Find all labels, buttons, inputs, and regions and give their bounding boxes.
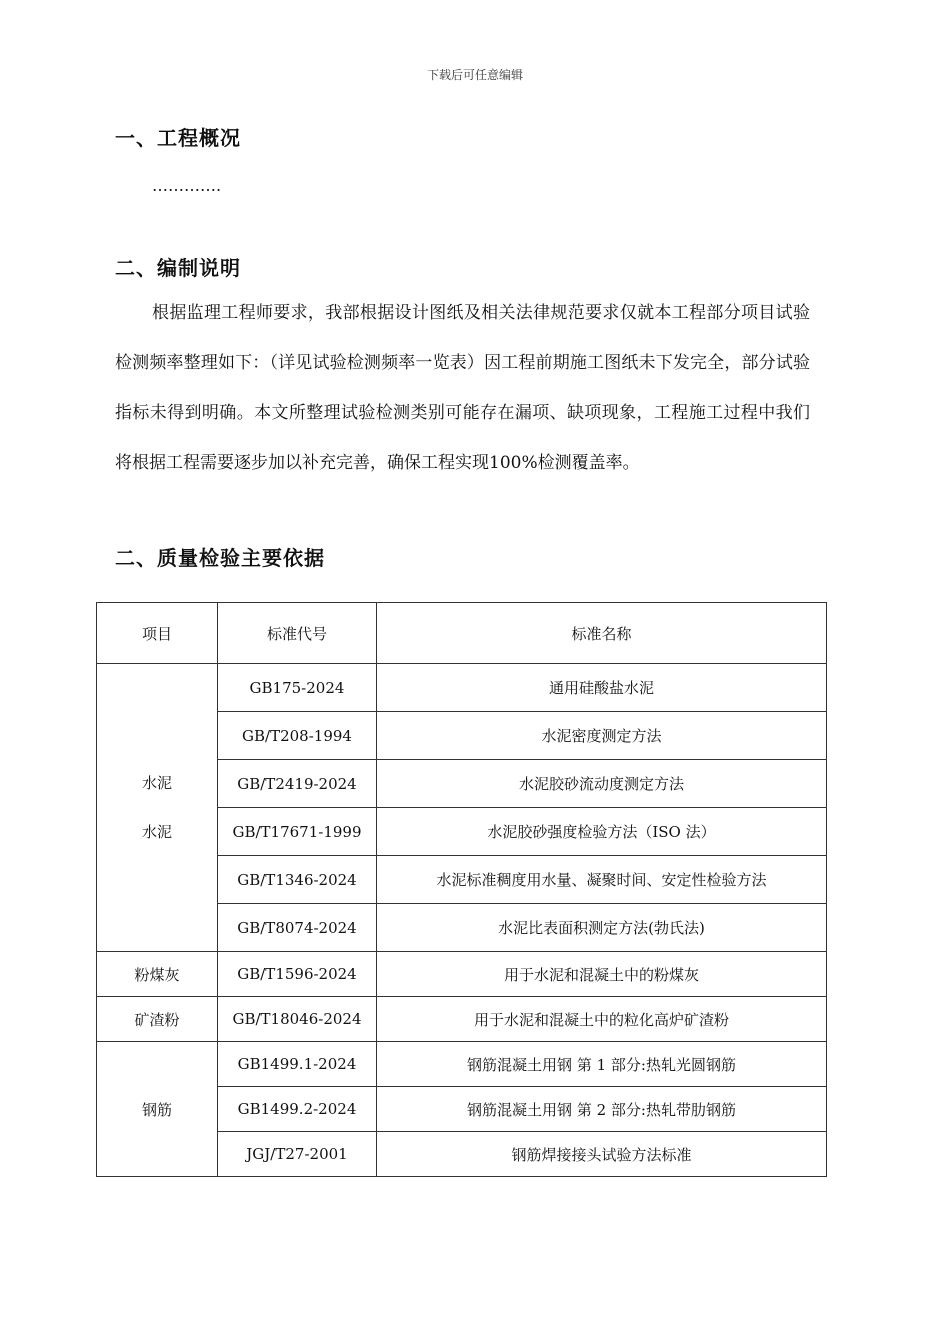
standards-table <box>96 602 827 1177</box>
flyash-label: 粉煤灰 <box>97 952 218 997</box>
table-header-row <box>97 603 827 664</box>
standard-name: 钢筋焊接接头试验方法标准 <box>377 1132 827 1177</box>
table-row <box>97 952 827 997</box>
header-item: 项目 <box>97 603 218 664</box>
header-name: 标准名称 <box>377 603 827 664</box>
standard-code: GB/T17671-1999 <box>218 808 377 856</box>
standard-name: 用于水泥和混凝土中的粉煤灰 <box>377 952 827 997</box>
cement-category-cell <box>97 664 218 952</box>
table-row <box>97 997 827 1042</box>
standard-name: 水泥标准稠度用水量、凝聚时间、安定性检验方法 <box>377 856 827 904</box>
standard-code: GB/T1346-2024 <box>218 856 377 904</box>
standard-code: GB1499.2-2024 <box>218 1087 377 1132</box>
cement-label: 水泥 <box>141 773 172 792</box>
table-row <box>97 1042 827 1087</box>
section-title-overview: 一、工程概况 <box>115 126 241 150</box>
standard-name: 水泥胶砂流动度测定方法 <box>377 760 827 808</box>
standard-name: 钢筋混凝土用钢 第 1 部分:热轧光圆钢筋 <box>377 1042 827 1087</box>
table-row <box>97 664 827 712</box>
standard-code: GB/T18046-2024 <box>218 997 377 1042</box>
section-title-explanation: 二、编制说明 <box>115 256 241 280</box>
standard-code: GB/T2419-2024 <box>218 760 377 808</box>
section-title-basis: 二、质量检验主要依据 <box>115 546 325 570</box>
standard-name: 水泥比表面积测定方法(勃氏法) <box>377 904 827 952</box>
header-note: 下载后可任意编辑 <box>426 68 523 82</box>
cement-label: 水泥 <box>141 822 172 841</box>
explanation-paragraph: 根据监理工程师要求，我部根据设计图纸及相关法律规范要求仅就本工程部分项目试验检测频率整理如下：（详见试验检测频率一览表）因工程前期施工图纸未下发完全，部分试验指标未得到明确。本文所整理试验检测类别可能存在漏项、缺项现象，工程施工过程中我们将根据工程需要逐步加以补充完善，确保工程实现100%检测覆盖率。 <box>115 303 810 473</box>
standard-name: 通用硅酸盐水泥 <box>377 664 827 712</box>
standard-name: 水泥密度测定方法 <box>377 712 827 760</box>
standard-code: GB1499.1-2024 <box>218 1042 377 1087</box>
standard-code: JGJ/T27-2001 <box>218 1132 377 1177</box>
overview-placeholder: …………. <box>152 176 222 195</box>
header-code: 标准代号 <box>218 603 377 664</box>
standard-name: 水泥胶砂强度检验方法（ISO 法） <box>377 808 827 856</box>
slag-label: 矿渣粉 <box>97 997 218 1042</box>
standard-code: GB175-2024 <box>218 664 377 712</box>
standard-name: 用于水泥和混凝土中的粒化高炉矿渣粉 <box>377 997 827 1042</box>
standard-code: GB/T1596-2024 <box>218 952 377 997</box>
rebar-label: 钢筋 <box>97 1042 218 1177</box>
standard-name: 钢筋混凝土用钢 第 2 部分:热轧带肋钢筋 <box>377 1087 827 1132</box>
standard-code: GB/T208-1994 <box>218 712 377 760</box>
standard-code: GB/T8074-2024 <box>218 904 377 952</box>
